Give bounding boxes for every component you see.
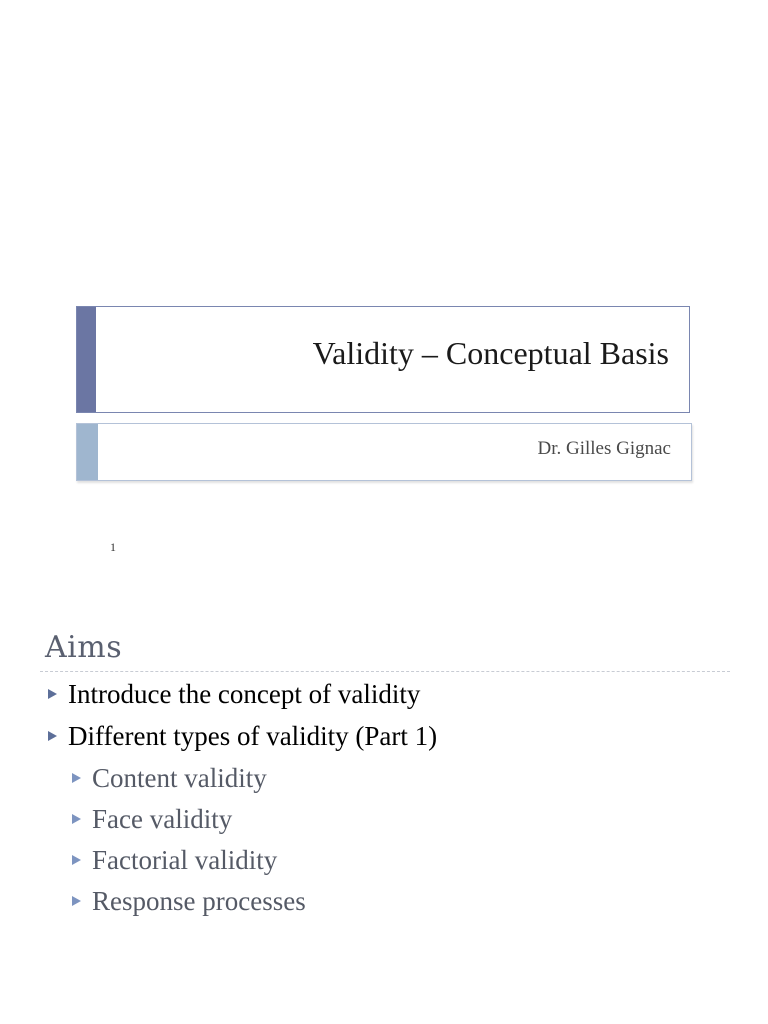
bullet-text: Introduce the concept of validity [68,679,421,709]
triangle-bullet-icon [72,814,81,824]
bullet-text: Different types of validity (Part 1) [68,721,438,751]
sub-list-item [46,801,437,842]
subtitle-box [76,423,692,481]
sub-list-item [46,760,437,801]
sub-bullet-text: Response processes [92,886,306,916]
sub-list-item [46,842,437,883]
subtitle-accent-bar [77,424,98,480]
list-item [46,718,437,760]
sub-list-item [46,883,437,924]
aims-heading: Aims [45,630,123,665]
slide-subtitle-author: Dr. Gilles Gignac [537,438,671,459]
heading-divider [40,671,730,672]
triangle-bullet-icon [72,773,81,783]
triangle-bullet-icon [48,689,57,699]
slide-title: Validity – Conceptual Basis [312,335,669,371]
title-box [76,306,690,413]
title-accent-bar [77,307,96,412]
triangle-bullet-icon [72,855,81,865]
slide-number: 1 [110,540,116,554]
sub-bullet-text: Face validity [92,804,233,834]
triangle-bullet-icon [48,731,57,741]
aims-bullet-list [46,676,437,924]
sub-bullet-text: Content validity [92,763,267,793]
triangle-bullet-icon [72,896,81,906]
list-item [46,676,437,718]
sub-bullet-text: Factorial validity [92,845,278,875]
